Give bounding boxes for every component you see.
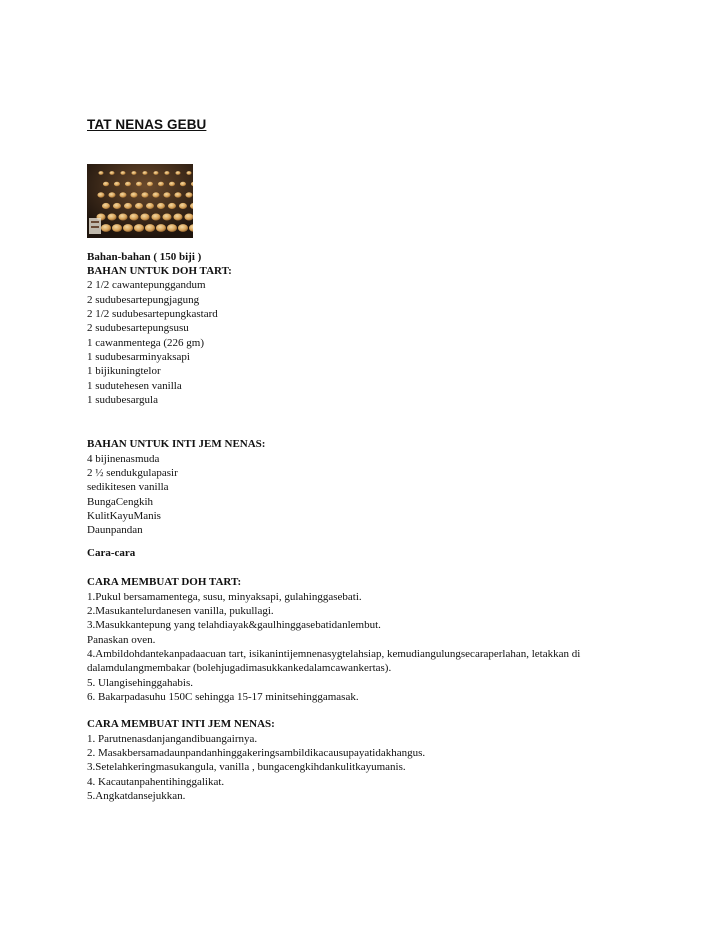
text-line-1-parutnenasdanjangandibuangairnya: 1. Parutnenasdanjangandibuangairnya. [87, 733, 258, 745]
text-line-2-1-2-cawantepunggandum: 2 1/2 cawantepunggandum [87, 279, 206, 291]
recipe-title: TAT NENAS GEBU [87, 117, 207, 132]
text-line-panaskan-oven: Panaskan oven. [87, 634, 156, 646]
text-line-1-bijikuningtelor: 1 bijikuningtelor [87, 365, 161, 377]
recipe-photo [87, 164, 193, 238]
text-line-bungacengkih: BungaCengkih [87, 496, 153, 508]
text-line-4-kacautanpahentihinggalikat: 4. Kacautanpahentihinggalikat. [87, 776, 225, 788]
text-line-4-ambildohdantekanpadaacuan-tart-isikani: 4.Ambildohdantekanpadaacuan tart, isikanintijemnenasygtelahsiap, kemudiangulungsecaraperlahan, letakkan di [87, 648, 581, 660]
text-line-2-sudubesartepungjagung: 2 sudubesartepungjagung [87, 294, 200, 306]
text-line-2-masukantelurdanesen-vanilla-pukullagi: 2.Masukantelurdanesen vanilla, pukullagi. [87, 605, 274, 617]
text-line-1-cawanmentega-226-gm: 1 cawanmentega (226 gm) [87, 337, 204, 349]
text-line-3-masukkantepung-yang-telahdiayak-gaulhi: 3.Masukkantepung yang telahdiayak&gaulhinggasebatidanlembut. [87, 619, 381, 631]
text-line-sedikitesen-vanilla: sedikitesen vanilla [87, 481, 169, 493]
text-line-5-angkatdansejukkan: 5.Angkatdansejukkan. [87, 790, 186, 802]
heading-cara-membuat-doh-tart: CARA MEMBUAT DOH TART: [87, 576, 242, 588]
text-line-2-sudubesartepungsusu: 2 sudubesartepungsusu [87, 322, 189, 334]
text-line-1-pukul-bersamamentega-susu-minyaksapi-g: 1.Pukul bersamamentega, susu, minyaksapi, gulahinggasebati. [87, 591, 362, 603]
heading-cara-cara: Cara-cara [87, 547, 136, 559]
heading-bahan-untuk-doh-tart: BAHAN UNTUK DOH TART: [87, 265, 232, 277]
text-line-1-sudubesarminyaksapi: 1 sudubesarminyaksapi [87, 351, 190, 363]
text-line-2-sendukgulapasir: 2 ½ sendukgulapasir [87, 467, 178, 479]
text-line-1-sudubesargula: 1 sudubesargula [87, 394, 158, 406]
text-line-1-sudutehesen-vanilla: 1 sudutehesen vanilla [87, 380, 182, 392]
text-line-2-masakbersamadaunpandanhinggakeringsamb: 2. Masakbersamadaunpandanhinggakeringsambildikacausupayatidakhangus. [87, 747, 426, 759]
pineapple-tarts-photo [87, 164, 193, 238]
text-line-kulitkayumanis: KulitKayuManis [87, 510, 161, 522]
text-line-5-ulangisehinggahabis: 5. Ulangisehinggahabis. [87, 677, 194, 689]
text-line-2-1-2-sudubesartepungkastard: 2 1/2 sudubesartepungkastard [87, 308, 218, 320]
text-line-dalamdulangmembakar-bolehjugadimasukkank: dalamdulangmembakar (bolehjugadimasukkankedalamcawankertas). [87, 662, 392, 674]
text-line-daunpandan: Daunpandan [87, 524, 143, 536]
heading-bahan-untuk-inti-jem-nenas: BAHAN UNTUK INTI JEM NENAS: [87, 438, 266, 450]
heading-cara-membuat-inti-jem-nenas: CARA MEMBUAT INTI JEM NENAS: [87, 718, 275, 730]
text-line-6-bakarpadasuhu-150c-sehingga-15-17-mini: 6. Bakarpadasuhu 150C sehingga 15-17 minitsehinggamasak. [87, 691, 359, 703]
text-line-4-bijinenasmuda: 4 bijinenasmuda [87, 453, 160, 465]
heading-bahan-bahan-150-biji: Bahan-bahan ( 150 biji ) [87, 251, 202, 263]
text-line-3-setelahkeringmasukangula-vanilla-bunga: 3.Setelahkeringmasukangula, vanilla , bungacengkihdankulitkayumanis. [87, 761, 406, 773]
